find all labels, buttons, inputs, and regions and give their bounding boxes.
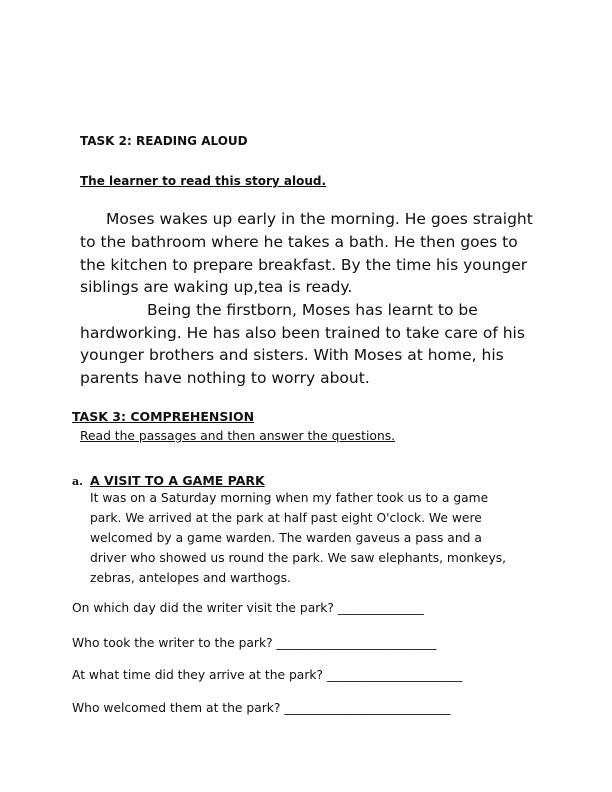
passage-line: welcomed by a game warden. The warden gaveus a pass and a [90, 531, 482, 545]
section-marker: a. [72, 475, 83, 488]
passage-line: zebras, antelopes and warthogs. [90, 571, 291, 585]
story-line: the kitchen to prepare breakfast. By the time his younger [80, 256, 528, 274]
story-line: younger brothers and sisters. With Moses at home, his [80, 346, 504, 364]
task2-title: TASK 2: READING ALOUD [80, 134, 248, 148]
story-line: siblings are waking up,tea is ready. [80, 278, 353, 296]
story-line: Being the firstborn, Moses has learnt to be [147, 301, 478, 319]
task3-instruction: Read the passages and then answer the questions. [80, 429, 396, 443]
story-line: Moses wakes up early in the morning. He goes straight [106, 210, 533, 228]
question-2: Who took the writer to the park? __________________________ [72, 636, 437, 650]
task3-title: TASK 3: COMPREHENSION [72, 409, 255, 424]
question-4: Who welcomed them at the park? ___________________________ [72, 701, 451, 715]
story-line: parents have nothing to worry about. [80, 369, 370, 387]
story-line: hardworking. He has also been trained to take care of his [80, 324, 525, 342]
task2-instruction: The learner to read this story aloud. [80, 174, 327, 188]
passage-line: driver who showed us round the park. We saw elephants, monkeys, [90, 551, 507, 565]
story-line: to the bathroom where he takes a bath. He then goes to [80, 233, 518, 251]
passage-line: It was on a Saturday morning when my father took us to a game [90, 491, 489, 505]
question-1: On which day did the writer visit the park? ______________ [72, 601, 424, 615]
passage-line: park. We arrived at the park at half past eight O'clock. We were [90, 511, 482, 525]
question-3: At what time did they arrive at the park? ______________________ [72, 668, 463, 682]
section-title: A VISIT TO A GAME PARK [90, 473, 265, 488]
